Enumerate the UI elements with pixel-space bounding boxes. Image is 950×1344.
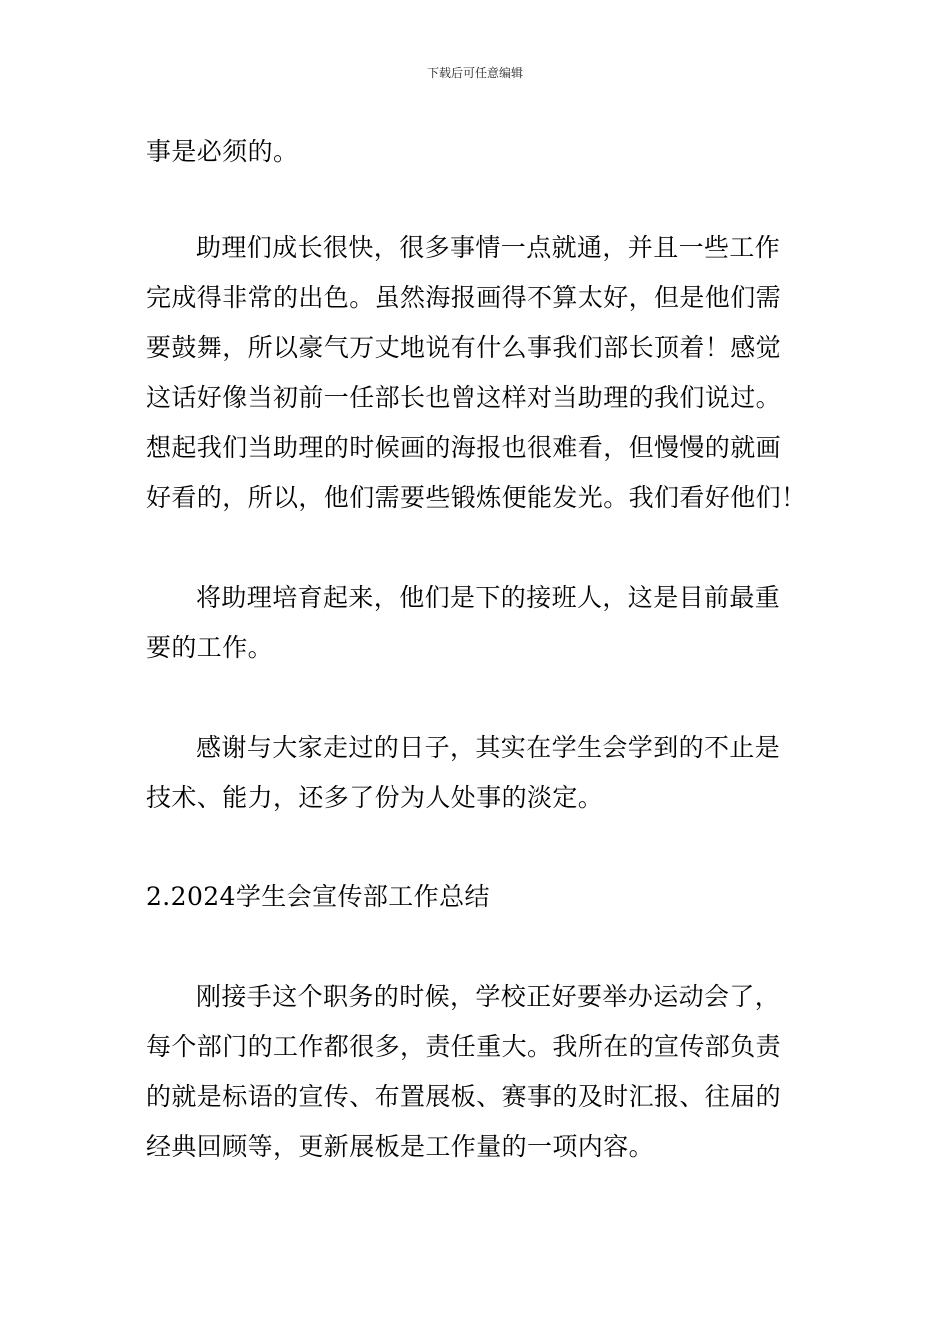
page-header: 下载后可任意编辑 [426, 66, 523, 80]
paragraph-line: 助理们成长很快，很多事情一点就通，并且一些工作 [196, 233, 781, 262]
paragraph-line: 经典回顾等，更新展板是工作量的一项内容。 [146, 1132, 655, 1161]
paragraph-line: 想起我们当助理的时候画的海报也很难看，但慢慢的就画 [146, 433, 782, 462]
section-heading: 2.2024学生会宣传部工作总结 [146, 882, 490, 911]
paragraph-line: 要的工作。 [146, 633, 274, 662]
paragraph-line: 的就是标语的宣传、布置展板、赛事的及时汇报、往届的 [146, 1082, 782, 1111]
paragraph-line: 完成得非常的出色。虽然海报画得不算太好，但是他们需 [146, 283, 782, 312]
paragraph-line: 技术、能力，还多了份为人处事的淡定。 [146, 783, 604, 812]
paragraph-line: 将助理培育起来，他们是下的接班人，这是目前最重 [196, 583, 781, 612]
paragraph-line: 事是必须的。 [146, 137, 299, 166]
paragraph-line: 要鼓舞，所以豪气万丈地说有什么事我们部长顶着！感觉 [146, 333, 782, 362]
paragraph-line: 每个部门的工作都很多，责任重大。我所在的宣传部负责 [146, 1032, 782, 1061]
paragraph-line: 这话好像当初前一任部长也曾这样对当助理的我们说过。 [146, 383, 782, 412]
paragraph-line: 好看的，所以，他们需要些锻炼便能发光。我们看好他们！ [146, 483, 807, 512]
paragraph-line: 感谢与大家走过的日子，其实在学生会学到的不止是 [196, 733, 781, 762]
paragraph-line: 刚接手这个职务的时候，学校正好要举办运动会了， [196, 982, 781, 1011]
